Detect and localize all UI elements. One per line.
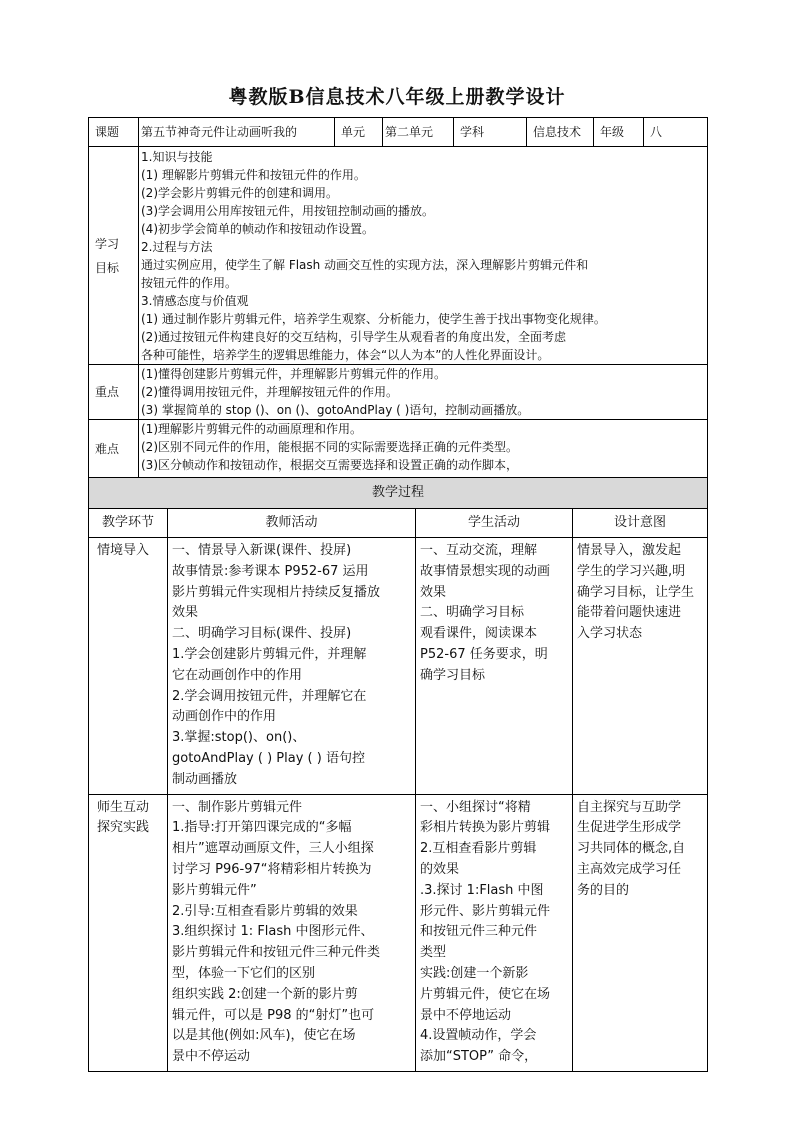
stage-cell: 情境导入: [89, 538, 168, 795]
teacher-activity-cell: 一、情景导入新课(课件、投屏) 故事情景:参考课本 P952-67 运用 影片剪辑元件实现相片持续反复播放 效果 二、明确学习目标(课件、投屏) 1.学会创建影片剪辑元件，并理解 它在动画创作中的作用 2.学会调用按钮元件，并理解它在 动画创作中的作用 3.掌握:stop()、on()、 gotoAndPlay ( ) Play ( ) 语句控 制动画播放: [168, 538, 416, 795]
teacher-activity-cell: 一、制作影片剪辑元件 1.指导:打开第四课完成的“多幅 相片”遮罩动画原文件，三人小组探 讨学习 P96-97“将精彩相片转换为 影片剪辑元件” 2.引导:互相查看影片剪辑的效果 3.组织探讨 1: Flash 中图形元件、 影片剪辑元件和按钮元件三种元件类 型，体验一下它们的区别 组织实践 2:创建一个新的影片剪 辑元件，可以是 P98 的“射灯”也可 以是其他(例如:风车)，使它在场 景中不停运动: [168, 794, 416, 1071]
difficult-points-row: [89, 420, 708, 478]
grade-label: 年级: [594, 118, 644, 147]
stage-cell: 师生互动 探究实践: [89, 794, 168, 1071]
key-points-content: (1)懂得创建影片剪辑元件，并理解影片剪辑元件的作用。 (2)懂得调用按钮元件，并理解按钮元件的作用。 (3) 掌握简单的 stop ()、on ()、gotoAndPlay ( )语句，控制动画播放。: [139, 365, 708, 420]
course-info-row: [89, 118, 708, 147]
design-intent-cell: 自主探究与互助学 生促进学生形成学 习共同体的概念,自 主高效完成学习任 务的目的: [573, 794, 708, 1071]
header-student: 学生活动: [416, 509, 573, 538]
process-title-row: [89, 478, 708, 509]
teaching-process-table: [88, 477, 708, 1072]
header-stage: 教学环节: [89, 509, 168, 538]
grade-value: 八: [644, 118, 708, 147]
difficult-points-label: 难点: [89, 420, 139, 478]
course-info-table: [88, 117, 708, 478]
key-points-label: 重点: [89, 365, 139, 420]
design-intent-cell: 情景导入，激发起 学生的学习兴趣,明 确学习目标，让学生 能带着问题快速进 入学习状态: [573, 538, 708, 795]
topic-label: 课题: [89, 118, 139, 147]
subject-value: 信息技术: [527, 118, 594, 147]
unit-value: 第二单元: [383, 118, 454, 147]
unit-label: 单元: [335, 118, 383, 147]
process-header-row: [89, 509, 708, 538]
process-title: 教学过程: [89, 478, 708, 509]
table-row: [89, 794, 708, 1071]
student-activity-cell: 一、小组探讨“将精 彩相片转换为影片剪辑 2.互相查看影片剪辑 的效果 .3.探讨 1:Flash 中图 形元件、影片剪辑元件 和按钮元件三种元件 类型 实践:创建一个新影 片剪辑元件，使它在场 景中不停地运动 4.设置帧动作，学会 添加“STOP” 命令，: [416, 794, 573, 1071]
goals-content: 1.知识与技能 (1) 理解影片剪辑元件和按钮元件的作用。 (2)学会影片剪辑元件的创建和调用。 (3)学会调用公用库按钮元件，用按钮控制动画的播放。 (4)初步学会简单的帧动作和按钮动作设置。 2.过程与方法 通过实例应用，使学生了解 Flash 动画交互性的实现方法，深入理解影片剪辑元件和 按钮元件的作用。 3.情感态度与价值观 (1) 通过制作影片剪辑元件，培养学生观察、分析能力，使学生善于找出事物变化规律。 (2)通过按钮元件构建良好的交互结构，引导学生从观看者的角度出发，全面考虑 各种可能性，培养学生的逻辑思维能力，体会“以人为本”的人性化界面设计。: [139, 147, 708, 365]
document-title: 粤教版B信息技术八年级上册教学设计: [228, 86, 566, 108]
subject-label: 学科: [454, 118, 527, 147]
header-teacher: 教师活动: [168, 509, 416, 538]
topic-value: 第五节神奇元件让动画听我的: [139, 118, 335, 147]
goals-label: 学习 目标: [89, 147, 139, 365]
table-row: [89, 538, 708, 795]
key-points-row: [89, 365, 708, 420]
student-activity-cell: 一、互动交流，理解 故事情景想实现的动画 效果 二、明确学习目标 观看课件，阅读课本 P52-67 任务要求，明 确学习目标: [416, 538, 573, 795]
difficult-points-content: (1)理解影片剪辑元件的动画原理和作用。 (2)区别不同元件的作用，能根据不同的实际需要选择正确的元件类型。 (3)区分帧动作和按钮动作，根据交互需要选择和设置正确的动作脚本，: [139, 420, 708, 478]
goals-row: [89, 147, 708, 365]
header-intent: 设计意图: [573, 509, 708, 538]
